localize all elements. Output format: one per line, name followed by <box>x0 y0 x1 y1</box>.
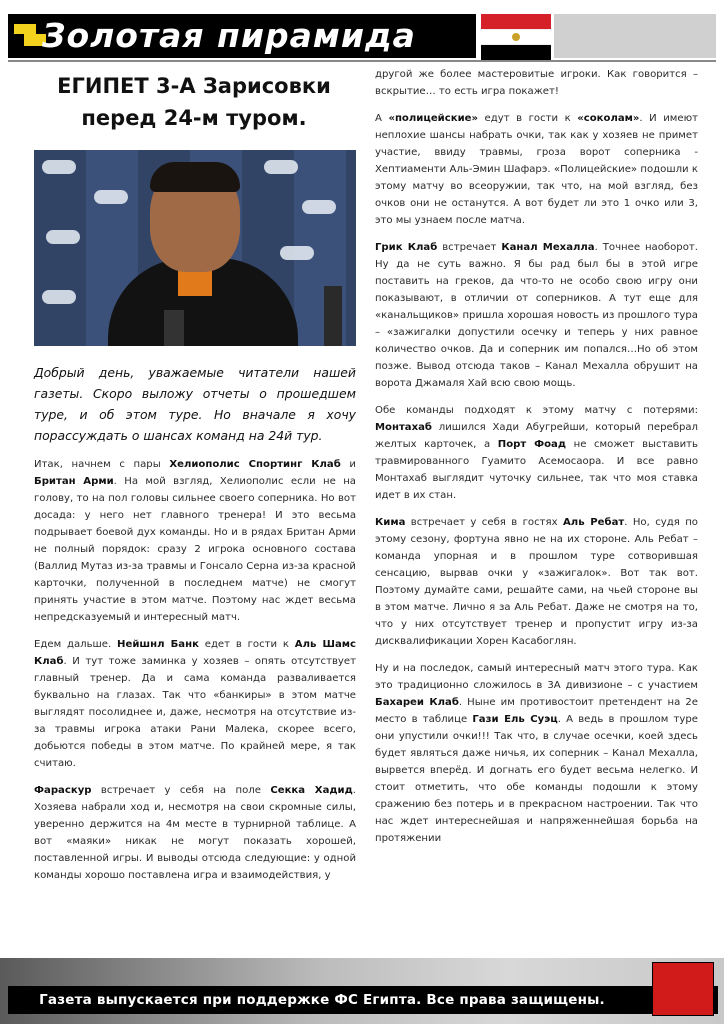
article-paragraph: Ну и на последок, самый интересный матч этого тура. Как это традиционно сложилось в 3А дивизионе – с участием Бахареи Клаб. Ныне им противостоит претендент на 2е место в таблице Гази Ель Суэц. А ведь в прошлом туре они упустили очки!!! Так что, в случае осечки, коей здесь будет являться даже ничья, их соперник – Канал Мехалла, вырвется вперёд. И догнать его будет весьма нелегко. И стоит отметить, что обе команды подошли к этому сражению без потерь и в прекрасном настроении. Так что нас ждет интереснейшая и напряженнейшая борьба на протяжении <box>375 663 698 844</box>
footer-copyright: Газета выпускается при поддержке ФС Египта. Все права защищены. <box>39 992 605 1008</box>
masthead <box>8 14 476 58</box>
article-lead: Добрый день, уважаемые читатели нашей газеты. Скоро выложу отчеты о прошедшем туре, и об этом туре. Но вначале я хочу порассуждать о шансах команд на 24й тур. <box>34 365 356 443</box>
page-header <box>0 0 724 62</box>
coach-photo <box>34 150 356 346</box>
masthead-title: Золотая пирамида <box>42 16 416 55</box>
header-decor-block <box>554 14 716 58</box>
article-paragraph: Итак, начнем с пары Хелиополис Спортинг Клаб и Британ Арми. На мой взгляд, Хелиополис если не на голову, то на пол головы сильнее своего соперника. Но вот досада: у него нет главного тренера! И это весьма подрывает боевой дух команды. Но и в рядах Британ Арми не полный порядок: сразу 2 игрока основного состава (Валлид Мутаз из-за травмы и Гонсало Серна из-за красной карточки, полученной в последнем матче) не смогут принять участие в этом матче. Поэтому нас ждет весьма непредсказуемый и интересный матч. <box>34 459 356 623</box>
header-divider <box>8 60 716 62</box>
footer-red-block <box>652 962 714 1016</box>
egypt-flag-icon <box>481 14 551 58</box>
article-column-left <box>34 456 356 946</box>
article-paragraph: А «полицейские» едут в гости к «соколам». И имеют неплохие шансы набрать очки, так как у хозяев не примет участие, ввиду травмы, гроза ворот соперника - Хептиаменти Аль-Эмин Шафарэ. «Полицейские» подошли к этому матчу во всеоружии, так что, на мой взгляд, без очков они не останутся. А вот будет ли это 1 очко или 3, это мы узнаем после матча. <box>375 113 698 226</box>
article-column-right <box>375 66 698 948</box>
article-paragraph: другой же более мастеровитые игроки. Как говорится – вскрытие… то есть игра покажет! <box>375 69 698 97</box>
article-paragraph: Кима встречает у себя в гостях Аль Ребат. Но, судя по этому сезону, фортуна явно не на их стороне. Аль Ребат – команда упорная и в прошлом туре сотворившая сенсацию, вырвав очки у «зажигалок». Вот так вот. Поэтому думайте сами, решайте сами, на чьей стороне вы в этом матче. Лично я за Аль Ребат. Даже не смотря на то, что у них отсутствует тренер и пропустит игру из-за дисквалификации Хорен Касабоглян. <box>375 517 698 647</box>
pyramid-logo-icon <box>14 20 44 52</box>
article-paragraph: Фараскур встречает у себя на поле Секка Хадид. Хозяева набрали ход и, несмотря на свои скромные силы, уверенно держится на 4м месте в турнирной таблице. А вот «маяки» никак не могут показать хорошей, поставленной игры. И выводы отсюда следующие: у одной команды хорошо поставлена игра и взаимодействия, у <box>34 785 356 881</box>
article-paragraph: Обе команды подходят к этому матчу с потерями: Монтахаб лишился Хади Абугрейши, который перебрал желтых карточек, а Порт Фоад не сможет выставить травмированного Гуамито Асемосаора. И все равно Монтахаб выглядит чуточку сильнее, так что моя ставка идет в их стан. <box>375 405 698 501</box>
article-paragraph: Грик Клаб встречает Канал Мехалла. Точнее наоборот. Ну да не суть важно. Я бы рад был бы в этой игре поставить на греков, да что-то не особо свою игру они показывают, в отличии от соперников. А тут еще для «канальщиков» пришла хорошая новость из прошлого тура – «зажигалки допустили осечку и теперь у них равное количество очков. Да и соперник им попался…Но об этом позже. Вывод отсюда таков – Канал Мехалла обрушит на ворота Джамаля Хай всю свою мощь. <box>375 242 698 389</box>
article-title: ЕГИПЕТ 3-А Зарисовки перед 24-м туром. <box>57 74 331 130</box>
article-paragraph: Едем дальше. Нейшнл Банк едет в гости к Аль Шамс Клаб. И тут тоже заминка у хозяев – опять отсутствует главный тренер. Да и сама команда разваливается буквально на глазах. Так что «банкиры» в этом матче выглядят посолиднее и, даже, несмотря на отсутствие из-за травмы игрока атаки Рани Малека, скорее всего, добьются победы в этом матче. По крайней мере, я так считаю. <box>34 639 356 769</box>
